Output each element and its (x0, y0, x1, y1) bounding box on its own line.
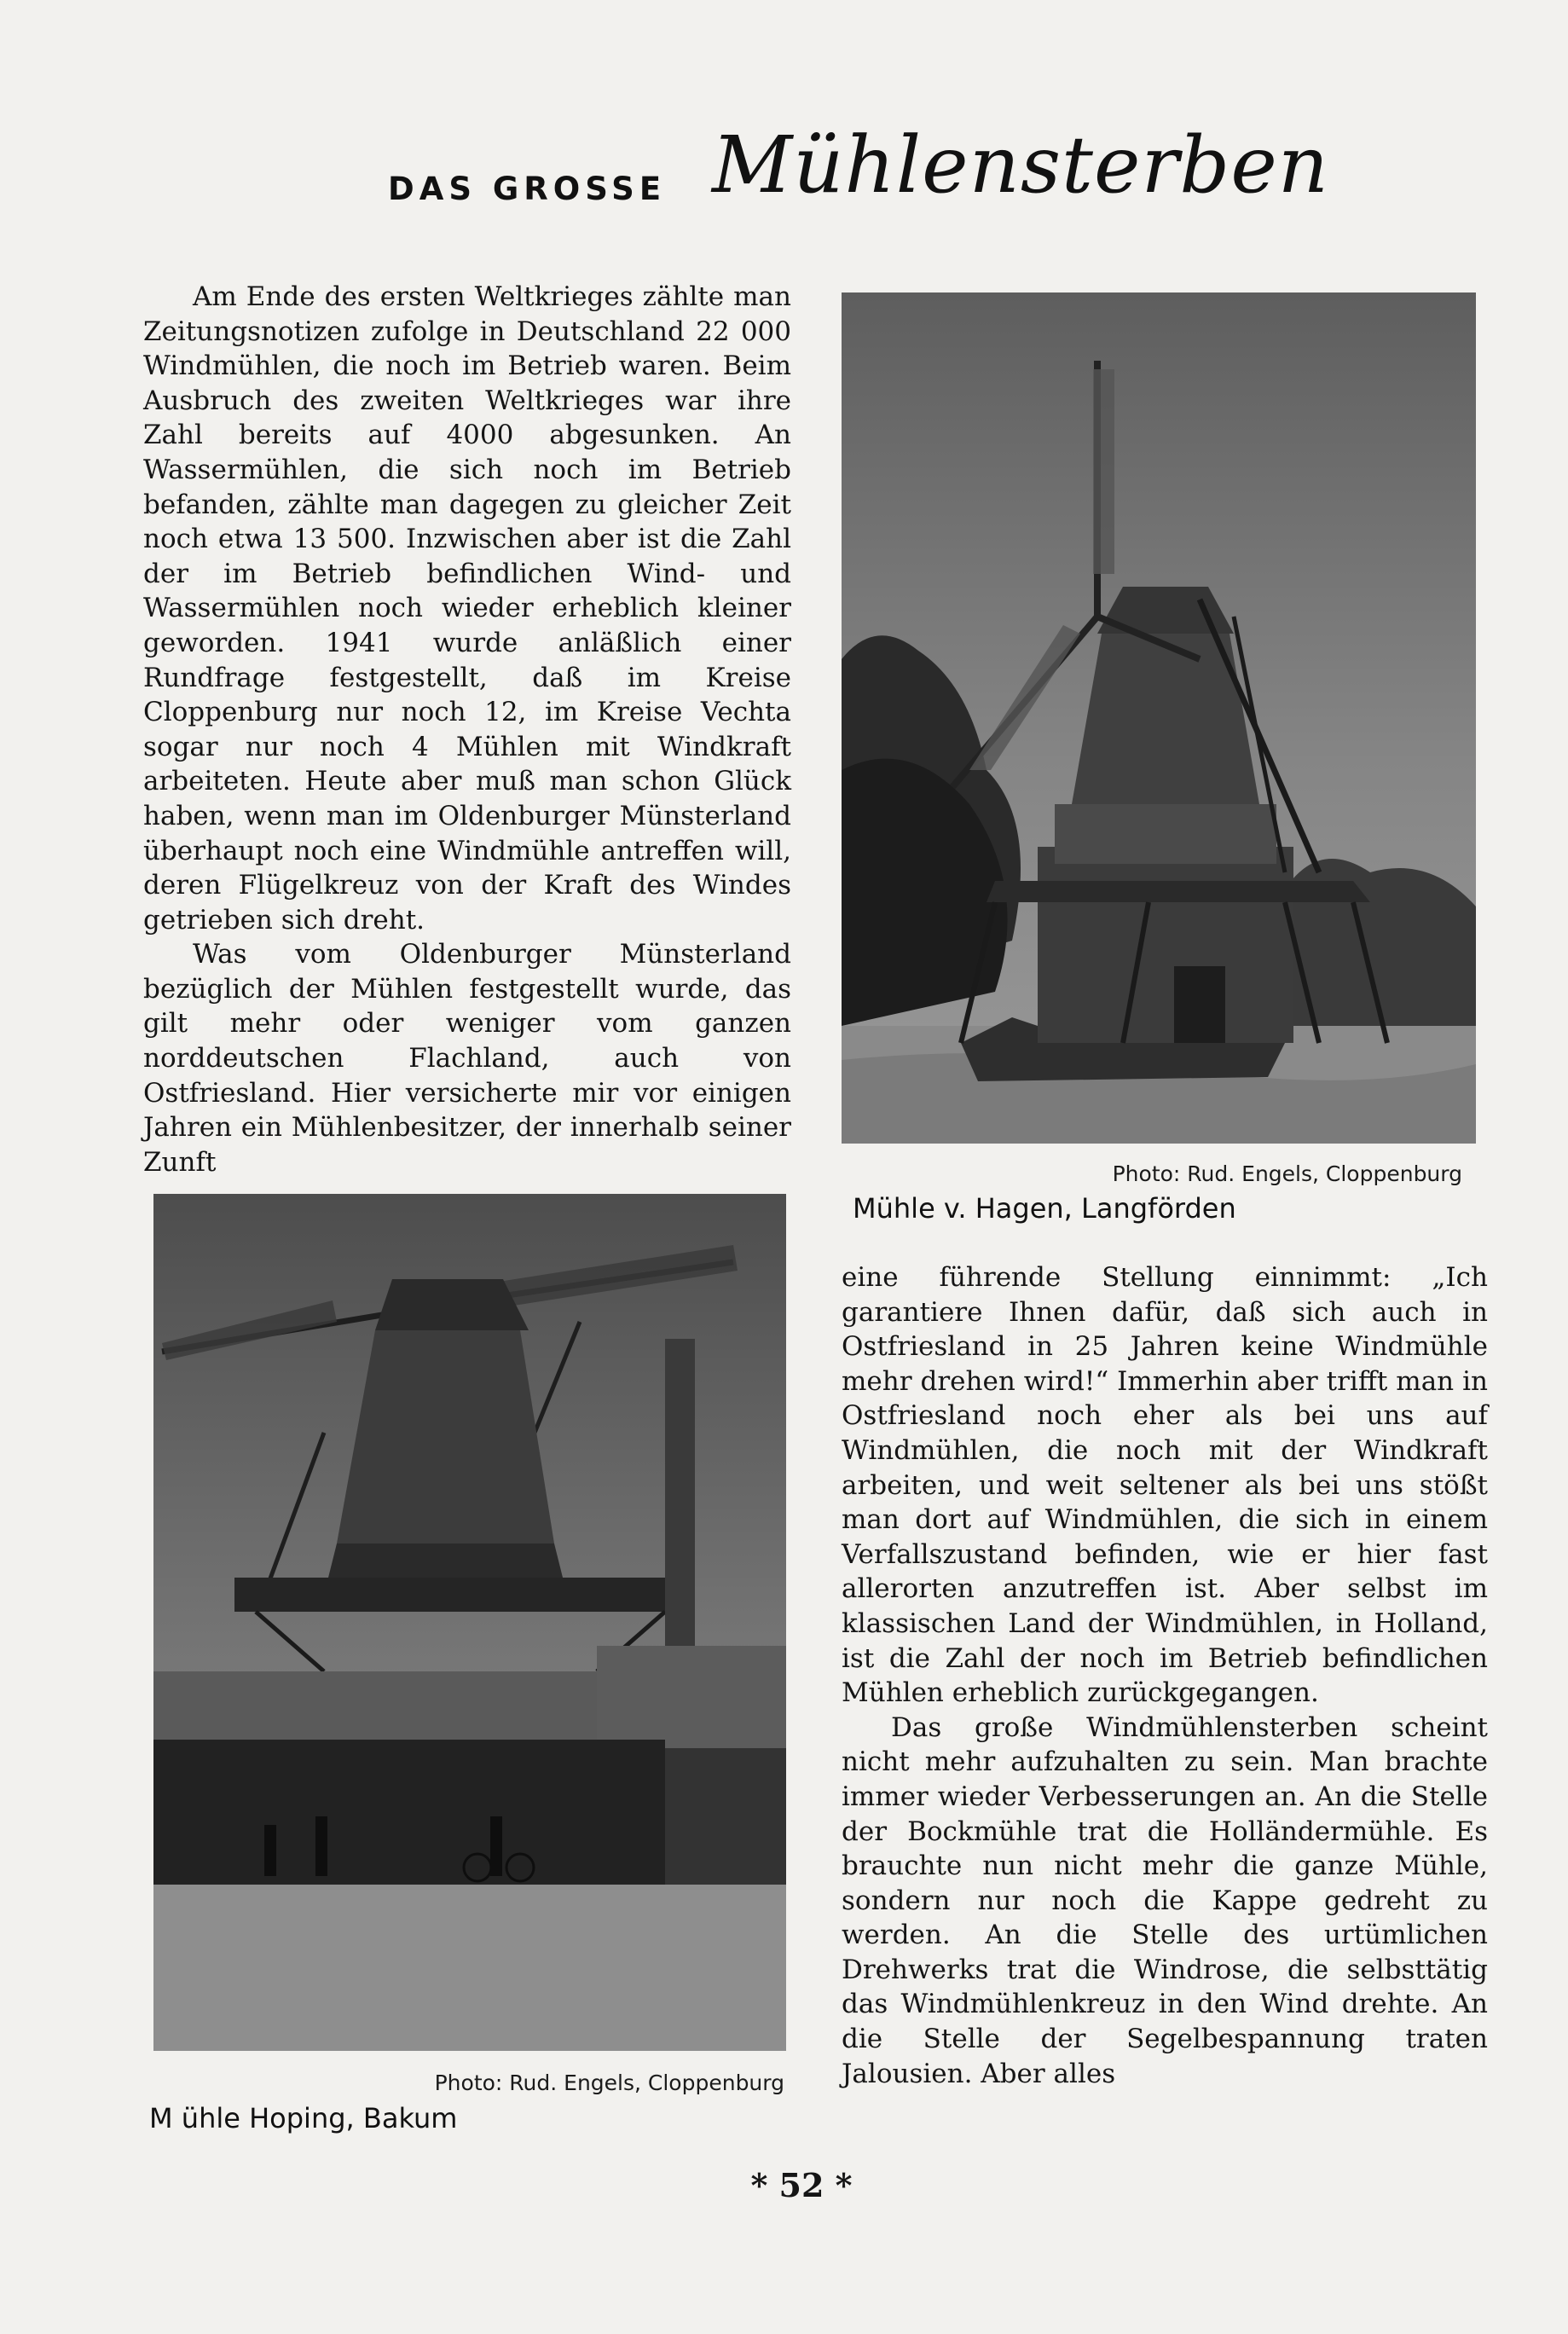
photo-credit: Photo: Rud. Engels, Cloppenburg (434, 2070, 784, 2095)
photo-caption: M ühle Hoping, Bakum (149, 2102, 458, 2134)
photo-muehle-hoping (153, 1194, 786, 2051)
photo-credit: Photo: Rud. Engels, Cloppenburg (1112, 1161, 1462, 1186)
paragraph: Was vom Oldenburger Münsterland bezüglich der Mühlen festgestellt wurde, das gilt mehr oder weniger vom ganzen norddeutschen Flachland, auch von Ostfriesland. Hier versicherte mir vor einigen Jahren ein Mühlenbesitzer, der innerhalb seiner Zunft (143, 939, 791, 1178)
paragraph: eine führende Stellung einnimmt: „Ich garantiere Ihnen dafür, daß sich auch in Ostfriesland in 25 Jahren keine Windmühle mehr drehen wird!“ Immerhin aber trifft man in Ostfriesland noch eher als bei uns auf Windmühlen, die noch mit der Windkraft arbeiten, und weit seltener als bei uns stößt man dort auf Windmühlen, die sich in einem Verfallszustand befinden, wie er hier fast allerorten anzutreffen ist. Aber selbst im klassischen Land der Windmühlen, in Holland, ist die Zahl der noch im Betrieb befindlichen Mühlen erheblich zurückgegangen. (842, 1262, 1488, 1709)
article-left-column (143, 280, 791, 1179)
paragraph: Das große Windmühlensterben scheint nicht mehr aufzuhalten zu sein. Man brachte immer wieder Verbesserungen an. An die Stelle der Bockmühle trat die Holländermühle. Es brauchte nun nicht mehr die ganze Mühle, sondern nur noch die Kappe gedreht zu werden. An die Stelle des urtümlichen Drehwerks trat die Windrose, die selbsttätig das Windmühlenkreuz in den Wind drehte. An die Stelle der Segelbespannung traten Jalousien. Aber alles (842, 1711, 1488, 2089)
photo-caption: Mühle v. Hagen, Langförden (853, 1192, 1236, 1225)
title-prefix: DAS GROSSE (388, 171, 667, 207)
paragraph: Am Ende des ersten Weltkrieges zählte man Zeitungsnotizen zufolge in Deutschland 22 000 Windmühlen, die noch im Betrieb waren. Beim Ausbruch des zweiten Weltkrieges war ihre Zahl bereits auf 4000 abgesunken. An Wassermühlen, die sich noch im Betrieb befanden, zählte man dagegen zu gleicher Zeit noch etwa 13 500. Inzwischen aber ist die Zahl der im Betrieb befindlichen Wind- und Wassermühlen noch wieder erheblich kleiner geworden. 1941 wurde anläßlich einer Rundfrage festgestellt, daß im Kreise Cloppenburg nur noch 12, im Kreise Vechta sogar nur noch 4 Mühlen mit Windkraft arbeiteten. Heute aber muß man schon Glück haben, wenn man im Oldenburger Münsterland überhaupt noch eine Windmühle antreffen will, deren Flügelkreuz von der Kraft des Windes getrieben sich dreht. (143, 281, 791, 935)
windmill-image (842, 292, 1476, 1144)
photo-muehle-hagen (842, 292, 1476, 1144)
article-right-column (842, 1260, 1488, 2091)
windmill-image (153, 1194, 786, 2051)
page-number: * 52 * (750, 2166, 853, 2204)
title-script: Mühlensterben (712, 119, 1330, 211)
